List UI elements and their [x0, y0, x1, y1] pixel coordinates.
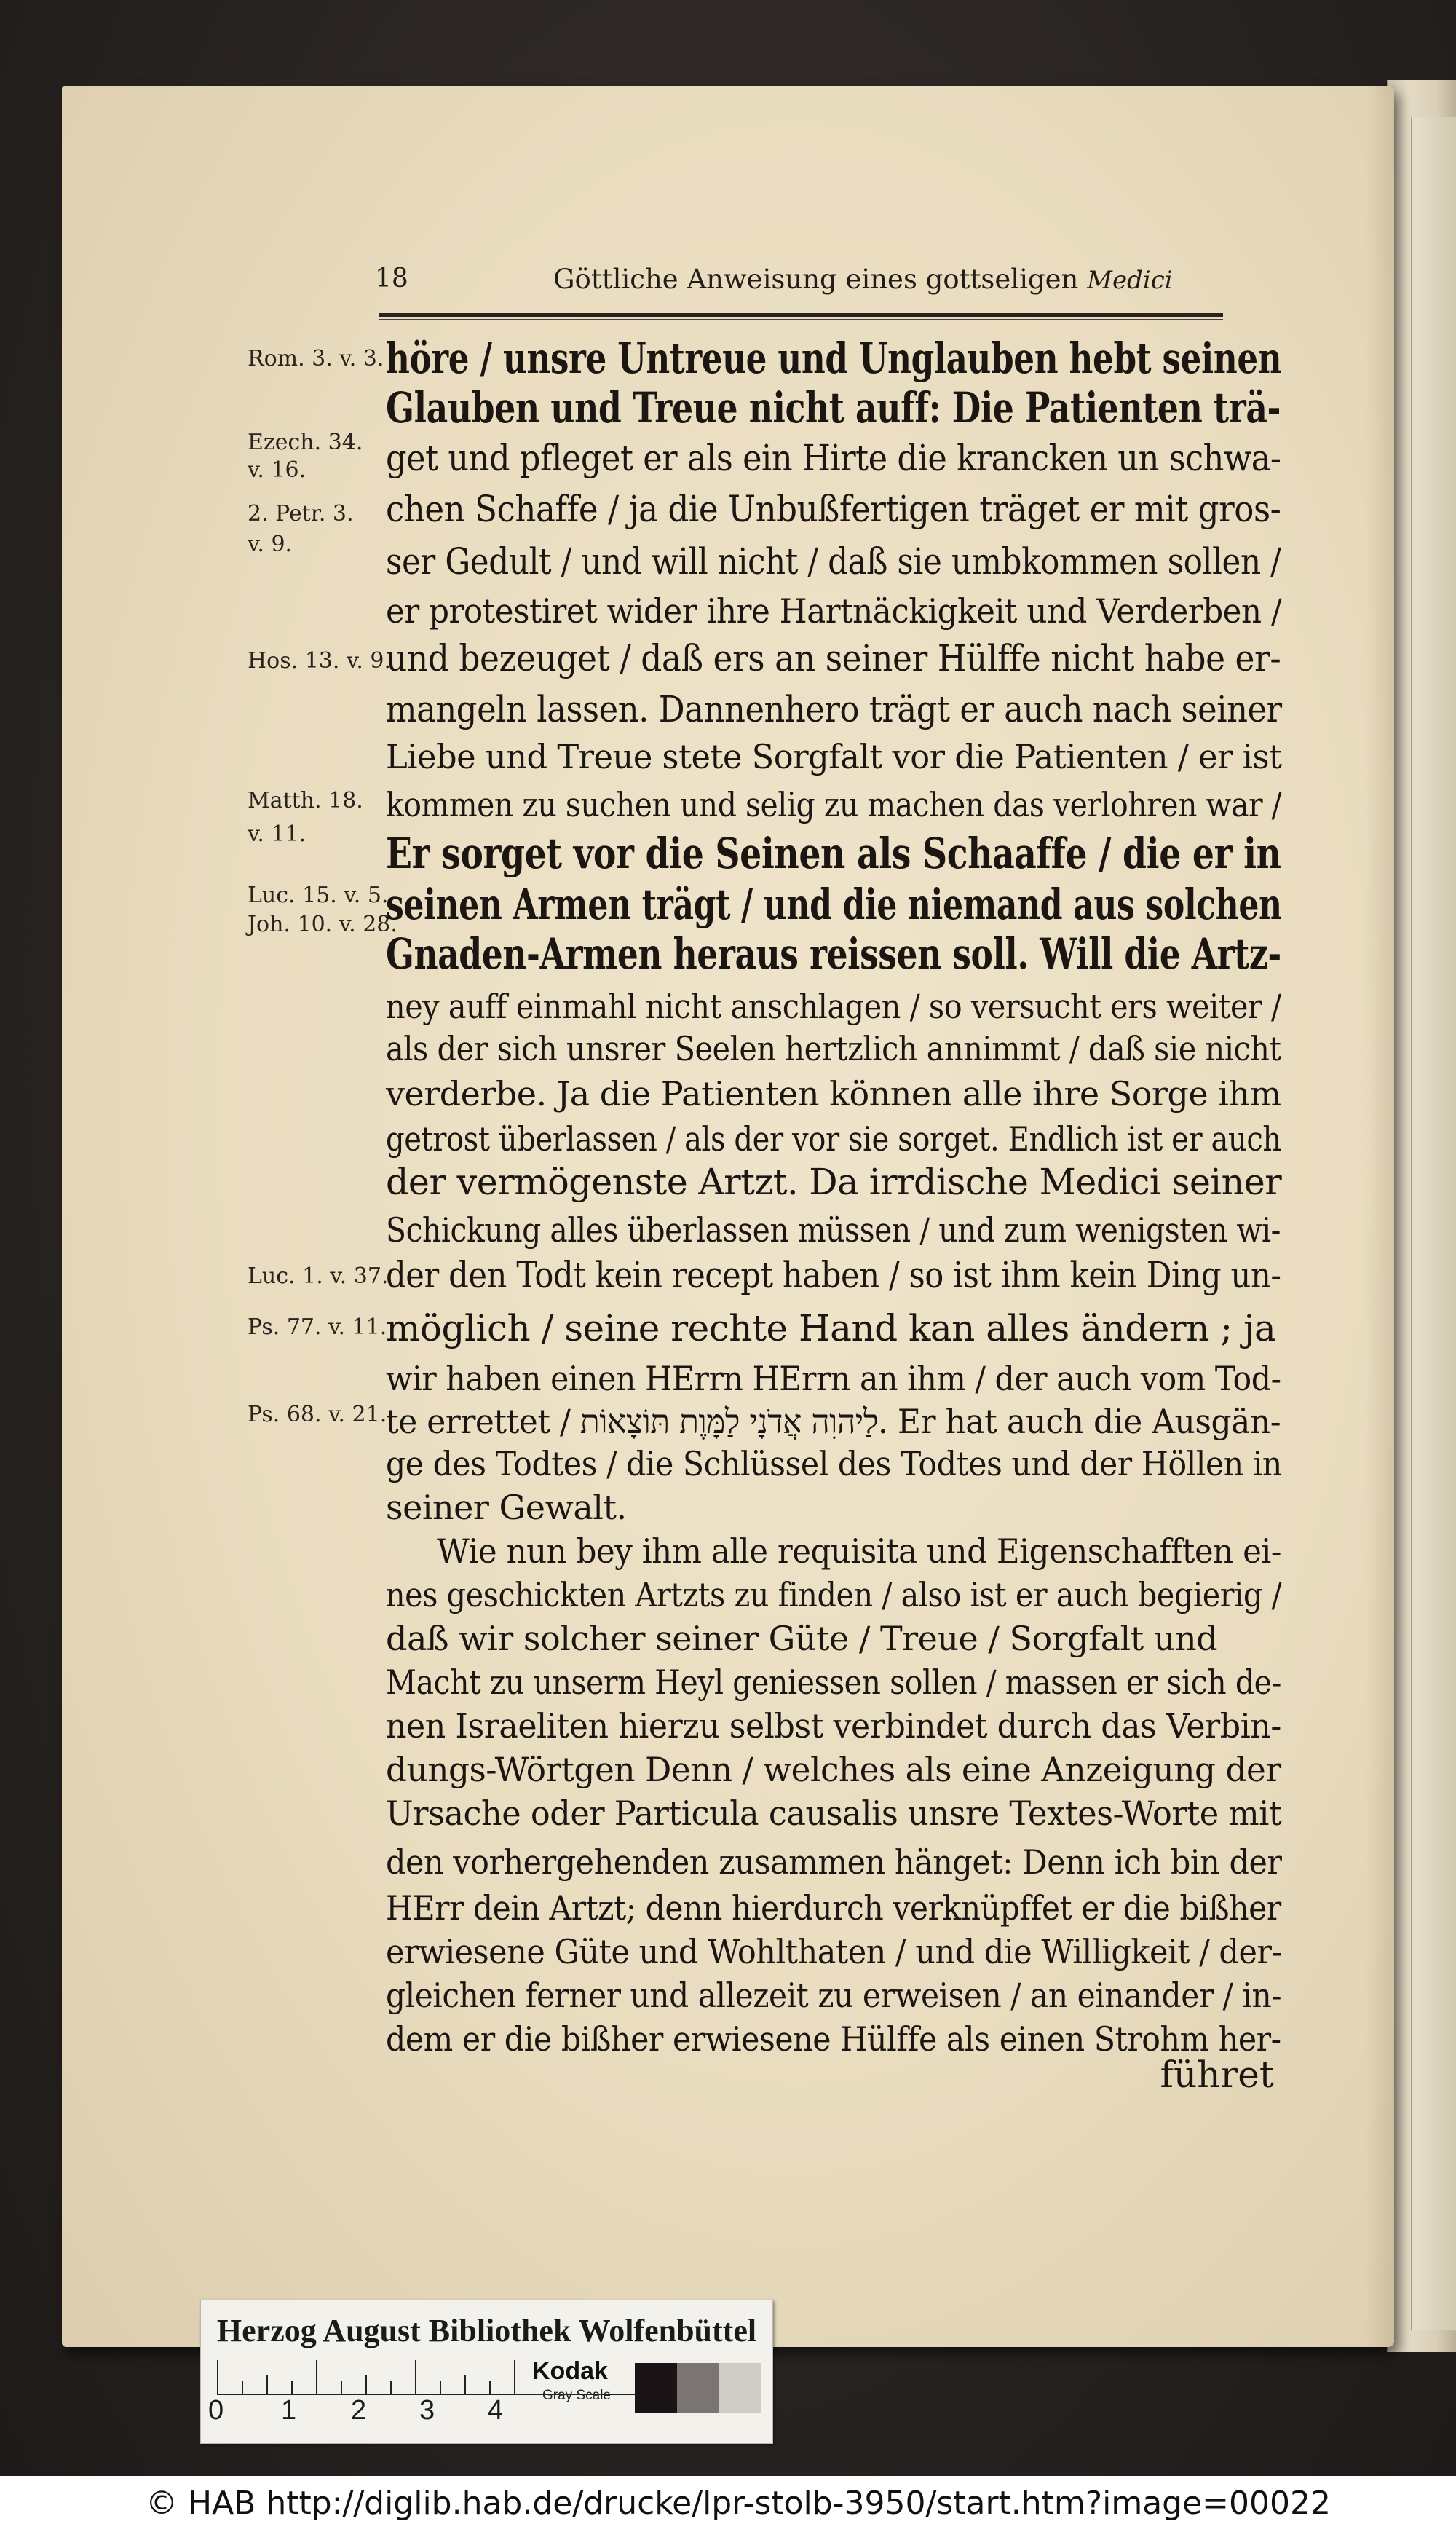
- text-line: ser Gedult / und will nicht / daß sie umbkommen sollen /: [386, 540, 1281, 583]
- text-line: wir haben einen HErrn HErrn an ihm / der auch vom Tod-: [386, 1359, 1281, 1398]
- library-name: Herzog August Bibliothek Wolfenbüttel: [216, 2313, 757, 2348]
- ruler-tick: [365, 2375, 367, 2394]
- text-line: nen Israeliten hierzu selbst verbindet durch das Verbin-: [386, 1706, 1281, 1746]
- margin-ref: v. 9.: [248, 532, 293, 557]
- margin-ref: Joh. 10. v. 28.: [248, 912, 397, 937]
- text-line: ney auff einmahl nicht anschlagen / so versucht ers weiter /: [386, 987, 1281, 1026]
- text-line: Macht zu unserm Heyl geniessen sollen / massen er sich de-: [386, 1663, 1281, 1702]
- margin-ref: Luc. 1. v. 37.: [248, 1263, 389, 1289]
- ruler-tick: [489, 2381, 491, 2394]
- text-line: Ursache oder Particula causalis unsre Textes-Worte mit: [386, 1794, 1282, 1833]
- text-line: chen Schaffe / ja die Unbußfertigen träget er mit gros-: [386, 488, 1281, 530]
- margin-ref: Rom. 3. v. 3.: [248, 346, 384, 371]
- page-number: 18: [375, 264, 408, 293]
- text-line: Wie nun bey ihm alle requisita und Eigenschafften ei-: [437, 1531, 1282, 1571]
- gray-swatch-dark: [635, 2363, 677, 2413]
- margin-ref: v. 11.: [248, 821, 306, 847]
- header-rule: [379, 313, 1223, 317]
- ruler-tick: [440, 2381, 441, 2394]
- ruler-number: 1: [281, 2395, 297, 2426]
- text-line: Er sorget vor die Seinen als Schaaffe / die er in: [386, 829, 1281, 878]
- text-line: möglich / seine rechte Hand kan alles ändern ; ja: [386, 1307, 1276, 1349]
- page-fold-shadow: [1365, 86, 1394, 2347]
- ruler-tick: [242, 2381, 243, 2394]
- ruler-number: 3: [419, 2395, 435, 2426]
- ruler-tick: [266, 2375, 268, 2394]
- text-line: Glauben und Treue nicht auff: Die Patienten trä-: [386, 383, 1281, 433]
- text-line: mangeln lassen. Dannenhero trägt er auch nach seiner: [386, 688, 1282, 730]
- text-line: ge des Todtes / die Schlüssel des Todtes und der Höllen in: [386, 1444, 1282, 1483]
- text-line: Schickung alles überlassen müssen / und zum wenigsten wi-: [386, 1210, 1281, 1250]
- margin-ref: 2. Petr. 3.: [248, 501, 354, 526]
- text-line: und bezeuget / daß ers an seiner Hülffe nicht habe er-: [386, 637, 1281, 679]
- text-line: Gnaden-Armen heraus reissen soll. Will die Artz-: [386, 929, 1281, 979]
- kodak-brand: Kodak: [532, 2357, 608, 2385]
- ruler-tick: [291, 2381, 293, 2394]
- ruler-tick: [316, 2360, 317, 2394]
- text-line: erwiesene Güte und Wohlthaten / und die Willigkeit / der-: [386, 1932, 1282, 1971]
- book-edge-inner: [1411, 117, 1456, 2330]
- text-line: getrost überlassen / als der vor sie sorget. Endlich ist er auch: [386, 1119, 1281, 1159]
- text-line: verderbe. Ja die Patienten können alle ihre Sorge ihm: [386, 1074, 1281, 1113]
- text-line: der den Todt kein recept haben / so ist ihm kein Ding un-: [386, 1254, 1281, 1296]
- kodak-gray-scale: Gray Scale: [542, 2388, 611, 2403]
- text-line: get und pfleget er als ein Hirte die krancken un schwa-: [386, 437, 1281, 479]
- ruler-tick: [415, 2360, 416, 2394]
- margin-ref: Matth. 18.: [248, 788, 363, 813]
- credit-link[interactable]: © HAB http://diglib.hab.de/drucke/lpr-stolb-3950/start.htm?image=00022: [146, 2485, 1332, 2522]
- margin-ref: v. 16.: [248, 457, 306, 483]
- text-line: den vorhergehenden zusammen hänget: Denn ich bin der: [386, 1842, 1282, 1882]
- gray-swatch-light: [719, 2363, 761, 2413]
- ruler-tick: [464, 2375, 466, 2394]
- ruler-tick: [341, 2381, 342, 2394]
- text-line: dungs-Wörtgen Denn / welches als eine Anzeigung der: [386, 1750, 1281, 1789]
- text-line: gleichen ferner und allezeit zu erweisen / an einander / in-: [386, 1976, 1282, 2015]
- ruler-tick: [514, 2360, 515, 2394]
- text-line: dem er die bißher erwiesene Hülffe als einen Strohm her-: [386, 2019, 1281, 2059]
- text-line: er protestiret wider ihre Hartnäckigkeit und Verderben /: [386, 591, 1282, 631]
- text-line: daß wir solcher seiner Güte / Treue / Sorgfalt und: [386, 1619, 1218, 1658]
- text-line: der vermögenste Artzt. Da irrdische Medici seiner: [386, 1161, 1282, 1203]
- catchword: führet: [1160, 2054, 1274, 2096]
- running-header: [375, 261, 1173, 304]
- text-line: nes geschickten Artzts zu finden / also ist er auch begierig /: [386, 1575, 1282, 1614]
- margin-ref: Hos. 13. v. 9.: [248, 648, 392, 674]
- ruler-tick: [390, 2381, 392, 2394]
- ruler-number: 2: [351, 2395, 367, 2426]
- header-rule-thin: [379, 319, 1223, 320]
- running-title-text: Göttliche Anweisung eines gottseligen: [553, 264, 1079, 295]
- margin-ref: Ps. 77. v. 11.: [248, 1314, 387, 1340]
- margin-ref: Ezech. 34.: [248, 430, 363, 455]
- margin-ref: Ps. 68. v. 21.: [248, 1402, 387, 1427]
- library-label: [200, 2300, 773, 2444]
- text-line: HErr dein Artzt; denn hierdurch verknüpffet er die bißher: [386, 1888, 1281, 1928]
- running-title: [553, 264, 1173, 295]
- ruler-number: 4: [488, 2395, 504, 2426]
- text-line: als der sich unsrer Seelen hertzlich annimmt / daß sie nicht: [386, 1029, 1281, 1068]
- ruler-tick: [217, 2360, 218, 2394]
- text-line: kommen zu suchen und selig zu machen das verlohren war /: [386, 785, 1282, 824]
- margin-ref: Luc. 15. v. 5.: [248, 883, 389, 908]
- credit-bar: [0, 2476, 1456, 2532]
- running-title-italic: Medici: [1087, 266, 1173, 295]
- text-line: seiner Gewalt.: [386, 1488, 627, 1527]
- text-line: höre / unsre Untreue und Unglauben hebt seinen: [386, 334, 1282, 383]
- ruler-number: 0: [208, 2395, 224, 2426]
- gray-swatch-mid: [677, 2363, 719, 2413]
- text-line: te errettet / לַיהוִה אֲדֹנָי לַמָּוֶת תּוֹצָאוֹת. Er hat auch die Ausgän-: [386, 1402, 1281, 1441]
- text-line: Liebe und Treue stete Sorgfalt vor die Patienten / er ist: [386, 737, 1282, 776]
- text-line: seinen Armen trägt / und die niemand aus solchen: [386, 880, 1282, 929]
